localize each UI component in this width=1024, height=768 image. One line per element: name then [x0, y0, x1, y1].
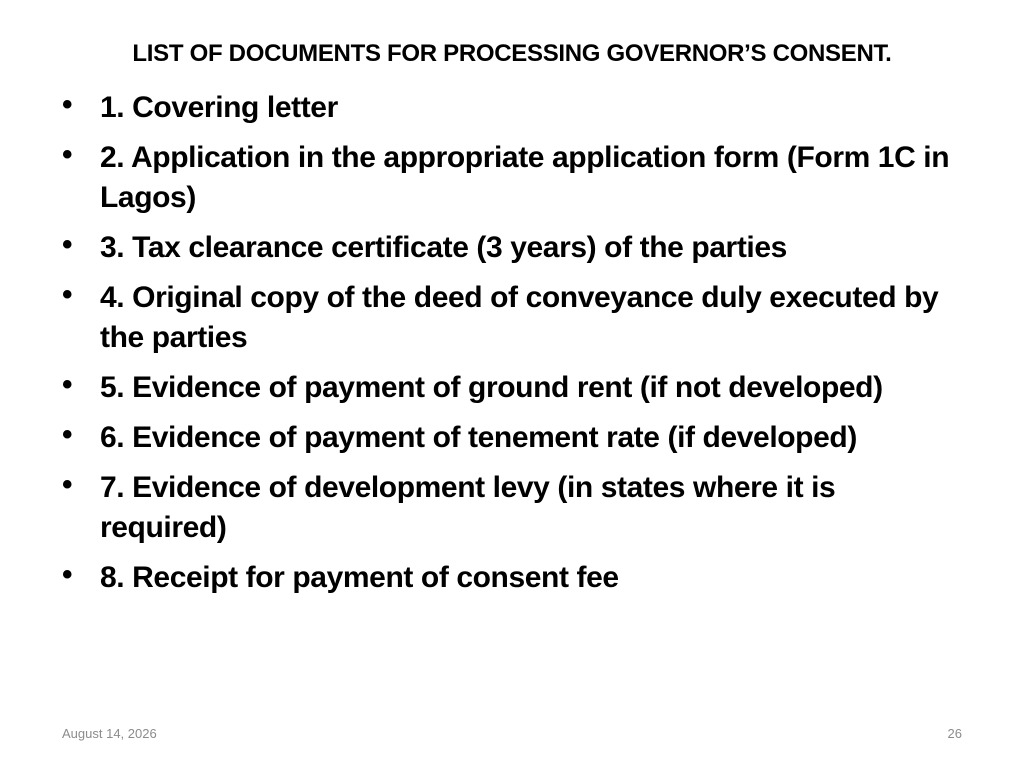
list-item-text: 8. Receipt for payment of consent fee	[100, 561, 619, 594]
footer-date: August 14, 2026	[62, 726, 157, 741]
list-item	[62, 88, 962, 128]
list-item-text: 4. Original copy of the deed of conveyance duly executed by the parties	[100, 281, 939, 354]
list-item-text: 2. Application in the appropriate application form (Form 1C in Lagos)	[100, 141, 950, 214]
list-item-text: 7. Evidence of development levy (in states where it is required)	[100, 471, 836, 544]
bullet-icon: •	[62, 278, 73, 311]
bullet-icon: •	[62, 558, 73, 591]
bullet-icon: •	[62, 468, 73, 501]
list-item	[62, 228, 962, 268]
list-item	[62, 138, 962, 218]
slide-number: 26	[947, 726, 962, 741]
list-item	[62, 558, 962, 598]
bullet-icon: •	[62, 418, 73, 451]
list-item	[62, 468, 962, 548]
list-item-text: 5. Evidence of payment of ground rent (if not developed)	[100, 371, 883, 404]
list-item-text: 6. Evidence of payment of tenement rate (if developed)	[100, 421, 857, 454]
list-item	[62, 418, 962, 458]
bullet-icon: •	[62, 138, 73, 171]
document-list	[62, 88, 962, 608]
bullet-icon: •	[62, 228, 73, 261]
bullet-icon: •	[62, 368, 73, 401]
slide-title: LIST OF DOCUMENTS FOR PROCESSING GOVERNOR’S CONSENT.	[132, 40, 892, 67]
list-item-text: 3. Tax clearance certificate (3 years) of the parties	[100, 231, 787, 264]
list-item-text: 1. Covering letter	[100, 91, 338, 124]
bullet-icon: •	[62, 88, 73, 121]
list-item	[62, 368, 962, 408]
list-item	[62, 278, 962, 358]
